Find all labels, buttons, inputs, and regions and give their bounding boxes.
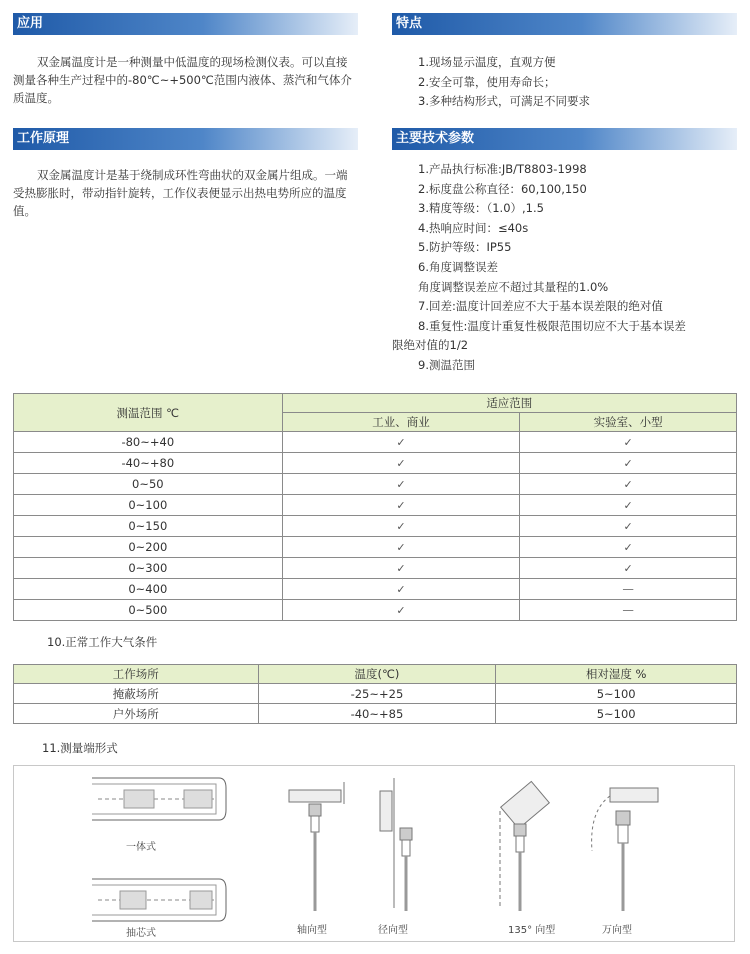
range-cell: 0~150 xyxy=(14,516,283,537)
table-row xyxy=(14,558,737,579)
spec-item: 7.回差:温度计回差应不大于基本误差限的绝对值 xyxy=(418,299,663,314)
atmo-place-cell: 掩蔽场所 xyxy=(14,684,259,704)
lab-cell: ✓ xyxy=(520,432,737,453)
axial-type-drawing xyxy=(289,782,344,911)
range-cell: 0~500 xyxy=(14,600,283,621)
industrial-cell: ✓ xyxy=(282,495,520,516)
lab-cell: — xyxy=(520,579,737,600)
application-paragraph: 双金属温度计是一种测量中低温度的现场检测仪表。可以直接测量各种生产过程中的-80℃~+500℃范围内液体、蒸汽和气体介质温度。 xyxy=(13,55,352,105)
forms-title: 11.测量端形式 xyxy=(42,741,118,755)
range-cell: 0~300 xyxy=(14,558,283,579)
integral-type-drawing xyxy=(92,778,226,820)
atmo-header-humidity: 相对湿度 % xyxy=(496,665,737,684)
section-header-principle xyxy=(13,128,358,150)
atmo-humidity-cell: 5~100 xyxy=(496,704,737,724)
caption-axial: 轴向型 xyxy=(297,925,327,936)
section-title-principle: 工作原理 xyxy=(17,131,70,146)
range-cell: 0~100 xyxy=(14,495,283,516)
caption-135: 135° 向型 xyxy=(508,925,556,936)
range-cell: 0~50 xyxy=(14,474,283,495)
header-apply: 适应范围 xyxy=(282,394,736,413)
header-lab: 实验室、小型 xyxy=(520,413,737,432)
spec-item: 1.产品执行标准:JB/T8803-1998 xyxy=(418,162,587,176)
lab-cell: ✓ xyxy=(520,537,737,558)
table-row xyxy=(14,453,737,474)
table-row xyxy=(14,474,737,495)
core-type-drawing xyxy=(92,879,226,921)
spec-item: 8.重复性:温度计重复性极限范围切应不大于基本误差 xyxy=(418,318,686,333)
industrial-cell: ✓ xyxy=(282,537,520,558)
section-title-specs: 主要技术参数 xyxy=(396,131,475,146)
table-row xyxy=(14,579,737,600)
table-row xyxy=(14,432,737,453)
atmo-humidity-cell: 5~100 xyxy=(496,684,737,704)
feature-item: 2.安全可靠，使用寿命长； xyxy=(418,74,556,89)
feature-item: 1.现场显示温度，直观方便 xyxy=(418,55,556,69)
industrial-cell: ✓ xyxy=(282,453,520,474)
industrial-cell: ✓ xyxy=(282,432,520,453)
universal-type-drawing xyxy=(592,788,658,911)
spec-item: 限绝对值的1/2 xyxy=(392,338,469,353)
lab-cell: ✓ xyxy=(520,495,737,516)
feature-item: 3.多种结构形式，可满足不同要求 xyxy=(418,94,590,109)
section-header-specs xyxy=(392,128,737,150)
lab-cell: ✓ xyxy=(520,516,737,537)
range-cell: -40~+80 xyxy=(14,453,283,474)
atmo-temp-cell: -25~+25 xyxy=(258,684,496,704)
spec-item: 6.角度调整误差 xyxy=(418,259,498,274)
lab-cell: — xyxy=(520,600,737,621)
forms-diagram-panel xyxy=(13,765,735,942)
caption-radial: 径向型 xyxy=(378,925,408,936)
spec-item: 3.精度等级：（1.0）,1.5 xyxy=(418,201,544,216)
table-row xyxy=(14,704,737,724)
industrial-cell: ✓ xyxy=(282,600,520,621)
lab-cell: ✓ xyxy=(520,453,737,474)
atmo-table xyxy=(13,664,737,724)
atmo-header-place: 工作场所 xyxy=(14,665,259,684)
table-row xyxy=(14,495,737,516)
section-title-features: 特点 xyxy=(396,16,423,31)
spec-item: 5.防护等级：IP55 xyxy=(418,240,512,255)
range-cell: 0~400 xyxy=(14,579,283,600)
table-row xyxy=(14,516,737,537)
industrial-cell: ✓ xyxy=(282,579,520,600)
industrial-cell: ✓ xyxy=(282,516,520,537)
range-cell: -80~+40 xyxy=(14,432,283,453)
table-row xyxy=(14,684,737,704)
spec-item: 4.热响应时间：≤40s xyxy=(418,220,529,235)
section-title-application: 应用 xyxy=(17,16,44,31)
atmo-title: 10.正常工作大气条件 xyxy=(47,635,158,649)
range-table xyxy=(13,393,737,621)
industrial-cell: ✓ xyxy=(282,474,520,495)
lab-cell: ✓ xyxy=(520,558,737,579)
specs-list xyxy=(392,160,737,376)
table-row xyxy=(14,600,737,621)
header-range: 测温范围 ℃ xyxy=(14,394,283,432)
atmo-place-cell: 户外场所 xyxy=(14,704,259,724)
industrial-cell: ✓ xyxy=(282,558,520,579)
caption-integral: 一体式 xyxy=(126,842,156,853)
header-industrial: 工业、商业 xyxy=(282,413,520,432)
caption-universal: 万向型 xyxy=(602,925,632,936)
principle-paragraph: 双金属温度计是基于绕制成环性弯曲状的双金属片组成。一端受热膨胀时，带动指针旋转，工作仪表便显示出热电势所应的温度值。 xyxy=(13,168,348,218)
radial-type-drawing xyxy=(380,778,412,911)
range-cell: 0~200 xyxy=(14,537,283,558)
spec-item: 9.测温范围 xyxy=(418,357,475,372)
section-header-application xyxy=(13,13,358,35)
spec-item: 角度调整误差应不超过其量程的1.0% xyxy=(418,279,609,294)
spec-item: 2.标度盘公称直径：60,100,150 xyxy=(418,181,587,196)
table-row xyxy=(14,537,737,558)
section-header-features xyxy=(392,13,737,35)
forms-diagram xyxy=(14,766,734,941)
caption-core: 抽芯式 xyxy=(126,928,156,939)
angle135-type-drawing xyxy=(500,781,549,911)
atmo-header-temp: 温度(℃) xyxy=(258,665,496,684)
atmo-temp-cell: -40~+85 xyxy=(258,704,496,724)
lab-cell: ✓ xyxy=(520,474,737,495)
features-list xyxy=(418,53,590,112)
